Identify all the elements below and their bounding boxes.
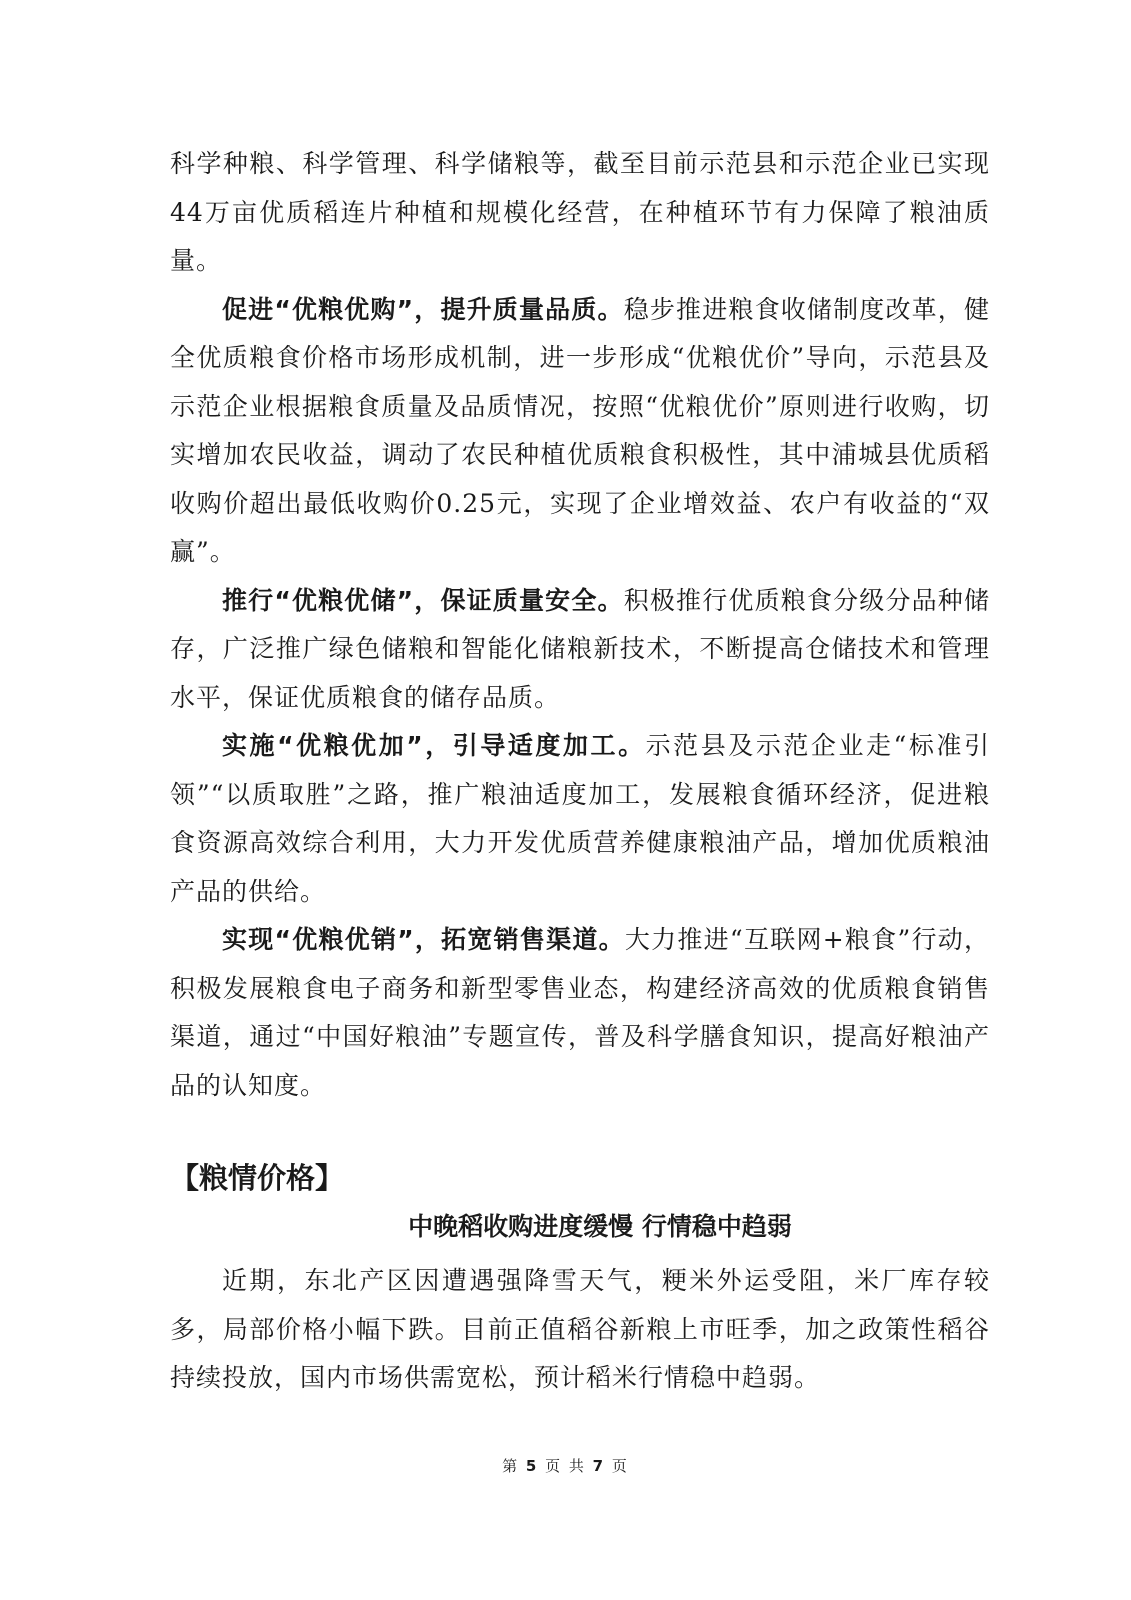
total-page-number: 7 [592,1457,606,1475]
paragraph-text: 积极推行优质粮食分级分品种储存，广泛推广绿色储粮和智能化储粮新技术，不断提高仓储技术和管理水平，保证优质粮食的储存品质。 [170,585,990,712]
paragraph-lead: 推行“优粮优储”，保证质量安全。 [222,585,624,615]
paragraph-quality-sales [170,916,990,1110]
continuation-paragraph: 科学种粮、科学管理、科学储粮等，截至目前示范县和示范企业已实现44万亩优质稻连片种植和规模化经营，在种植环节有力保障了粮油质量。 [170,149,990,275]
current-page-number: 5 [525,1457,539,1475]
section-subtitle: 中晚稻收购进度缓慢 行情稳中趋弱 [408,1212,792,1241]
footer-suffix: 页 [611,1457,629,1475]
footer-middle: 页 共 [545,1457,586,1475]
paragraph-lead: 实施“优粮优加”，引导适度加工。 [222,731,646,760]
market-section [170,1257,990,1403]
paragraph-quality-purchase [170,286,990,577]
market-paragraph: 近期，东北产区因遭遇强降雪天气，粳米外运受阻，米厂库存较多，局部价格小幅下跌。目前正值稻谷新粮上市旺季，加之政策性稻谷持续投放，国内市场供需宽松，预计稻米行情稳中趋弱。 [170,1266,990,1392]
paragraph-text: 稳步推进粮食收储制度改革，健全优质粮食价格市场形成机制，进一步形成“优粮优价”导向，示范县及示范企业根据粮食质量及品质情况，按照“优粮优价”原则进行收购，切实增加农民收益，调动了农民种植优质粮食积极性，其中浦城县优质稻收购价超出最低收购价0.25元，实现了企业增效益、农户有收益的“双赢”。 [170,294,990,566]
paragraph-quality-storage [170,577,990,723]
paragraph-lead: 促进“优粮优购”，提升质量品质。 [222,294,624,324]
paragraph-text: 示范县及示范企业走“标准引领”“以质取胜”之路，推广粮油适度加工，发展粮食循环经济，促进粮食资源高效综合利用，大力开发优质营养健康粮油产品，增加优质粮油产品的供给。 [170,731,990,906]
page-footer [0,1455,1131,1477]
paragraph-quality-processing [170,722,990,916]
paragraph-lead: 实现“优粮优销”，拓宽销售渠道。 [222,925,625,954]
body-text [170,140,990,1110]
footer-prefix: 第 [502,1457,520,1475]
section-title: 【粮情价格】 [170,1161,345,1195]
paragraph-text: 大力推进“互联网+粮食”行动，积极发展粮食电子商务和新型零售业态，构建经济高效的优质粮食销售渠道，通过“中国好粮油”专题宣传，普及科学膳食知识，提高好粮油产品的认知度。 [170,925,990,1100]
